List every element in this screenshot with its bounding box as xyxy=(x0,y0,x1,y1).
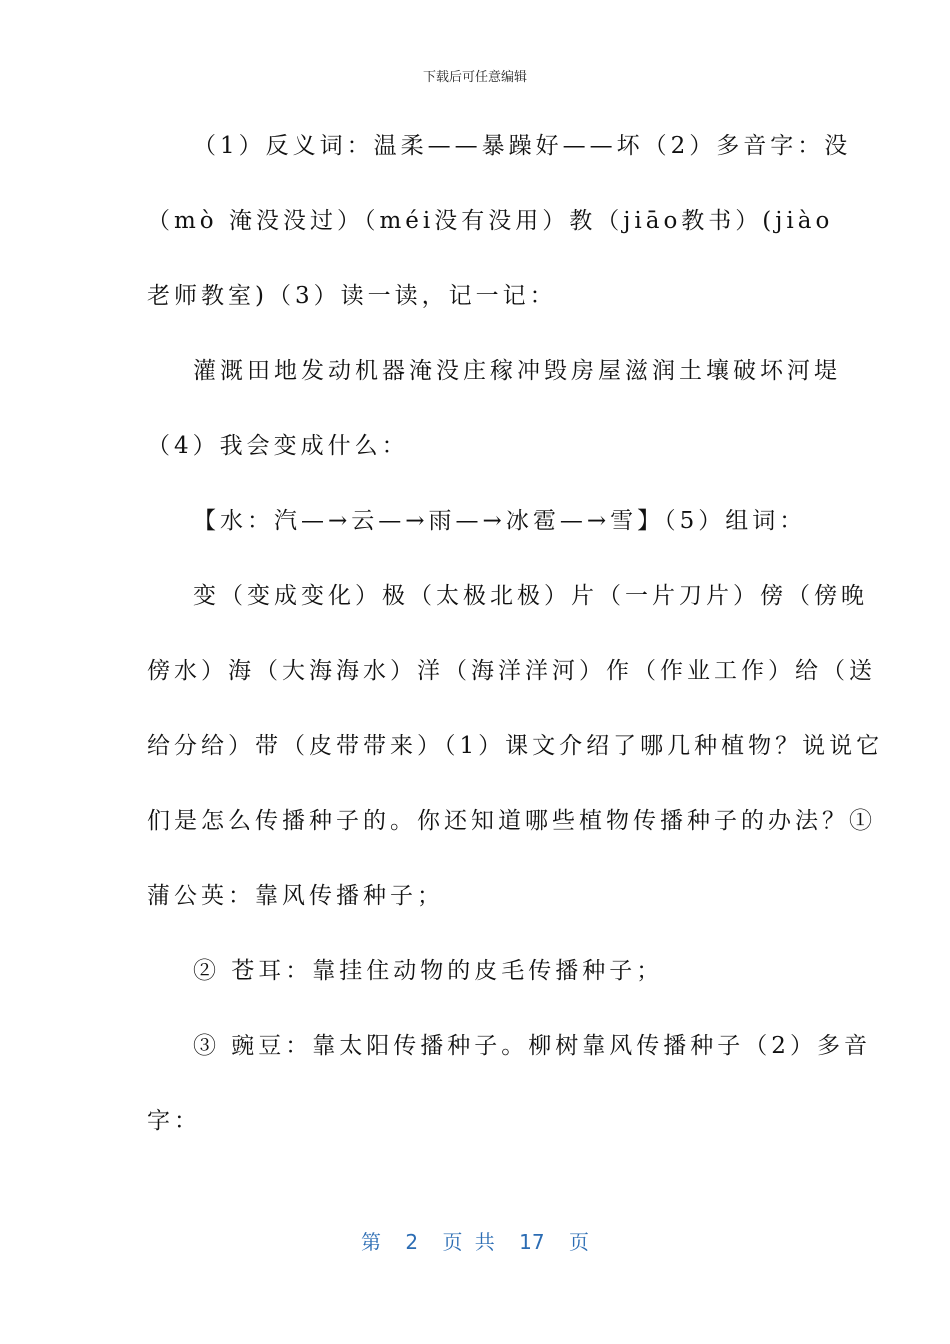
body-line-5: （4）我会变成什么： xyxy=(147,433,409,459)
footer-page-label: 第 xyxy=(361,1230,381,1254)
body-line-6: 【水：汽—→云—→雨—→冰雹—→雪】（5）组词： xyxy=(193,508,807,534)
body-line-2: （mò 淹没没过）（méi没有没用）教（jiāo教书）(jiào xyxy=(147,208,834,234)
body-line-1: （1）反义词：温柔——暴躁好——坏（2）多音字：没 xyxy=(193,133,852,159)
body-line-11: 蒲公英：靠风传播种子； xyxy=(147,883,444,909)
header-note: 下载后可任意编辑 xyxy=(422,70,527,85)
body-line-7: 变（变成变化）极（太极北极）片（一片刀片）傍（傍晚 xyxy=(193,583,868,609)
footer-page-number: 2 xyxy=(405,1230,419,1254)
page-footer xyxy=(0,1226,950,1255)
body-line-10: 们是怎么传播种子的。你还知道哪些植物传播种子的办法？① xyxy=(147,808,876,834)
footer-end-label: 页 xyxy=(568,1230,589,1254)
body-line-8: 傍水）海（大海海水）洋（海洋洋河）作（作业工作）给（送 xyxy=(147,658,876,684)
body-line-3: 老师教室)（3）读一读，记一记： xyxy=(147,283,557,309)
body-line-9: 给分给）带（皮带带来）（1）课文介绍了哪几种植物？说说它 xyxy=(147,733,884,759)
footer-total-pages: 17 xyxy=(519,1230,545,1254)
body-line-4: 灌溉田地发动机器淹没庄稼冲毁房屋滋润土壤破坏河堤 xyxy=(193,358,841,384)
body-line-12: ② 苍耳：靠挂住动物的皮毛传播种子； xyxy=(193,958,664,984)
footer-total-label: 页 共 xyxy=(442,1230,495,1254)
body-line-13: ③ 豌豆：靠太阳传播种子。柳树靠风传播种子（2）多音 xyxy=(193,1033,871,1059)
body-line-14: 字： xyxy=(147,1108,201,1134)
